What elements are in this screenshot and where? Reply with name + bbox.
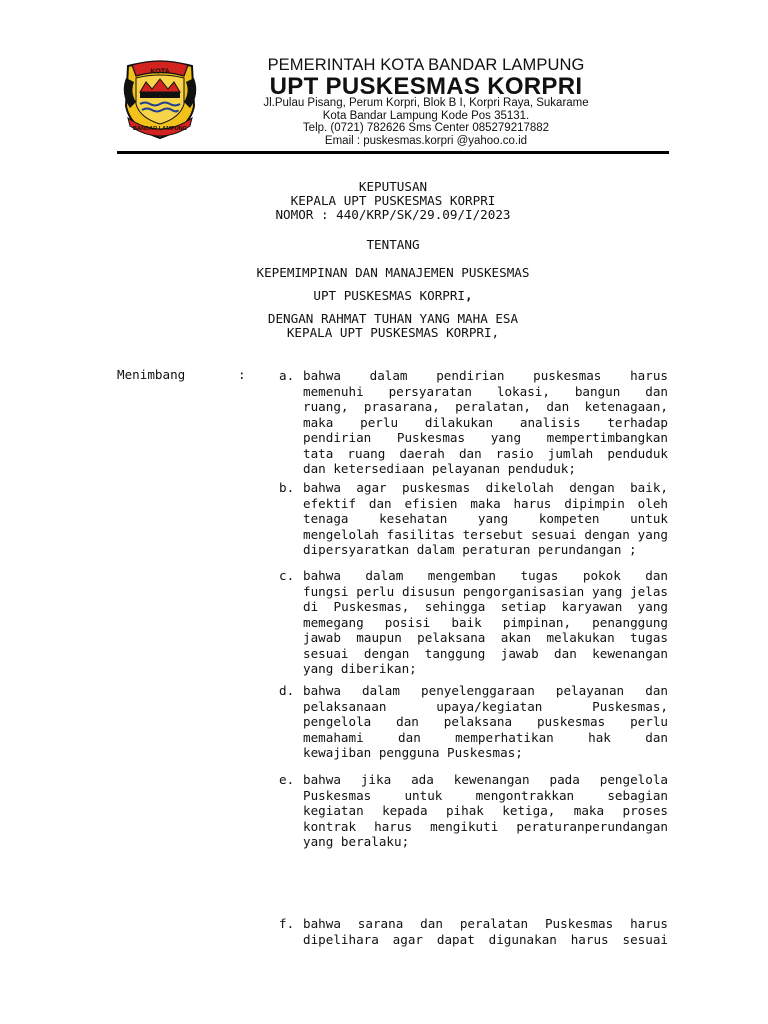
invocation-issuer: KEPALA UPT PUSKESMAS KORPRI, bbox=[286, 325, 500, 340]
address-line: Kota Bandar Lampung Kode Pos 35131. bbox=[322, 109, 530, 122]
decree-subject-unit bbox=[117, 289, 669, 303]
item-line: memegang posisi baik pimpinan, penanggung bbox=[303, 614, 668, 630]
item-line: yang diberikan; bbox=[303, 661, 417, 676]
invocation-block bbox=[117, 312, 669, 340]
item-line: dipersyaratkan dalam peraturan perundangan ; bbox=[303, 542, 637, 557]
item-line: maka perlu dilakukan analisis terhadap bbox=[303, 414, 668, 430]
item-line: yang beralaku; bbox=[303, 834, 410, 849]
item-line: pelaksanaan upaya/kegiatan Puskesmas, bbox=[303, 698, 668, 714]
item-line: Puskesmas untuk mengontrakkan sebagian bbox=[303, 787, 668, 803]
item-line: kontrak harus mengikuti peraturanperundangan bbox=[303, 818, 668, 834]
government-name: PEMERINTAH KOTA BANDAR LAMPUNG bbox=[267, 56, 585, 74]
item-line: dipelihara agar dapat digunakan harus sesuai bbox=[303, 931, 668, 947]
item-line: ruang, prasarana, peralatan, dan ketenagaan, bbox=[303, 399, 668, 414]
logo-bottom-text: BANDAR LAMPUNG bbox=[132, 126, 188, 132]
item-line: bahwa dalam mengemban tugas pokok dan bbox=[303, 568, 668, 583]
email-line: Email : puskesmas.korpri @yahoo.co.id bbox=[324, 134, 528, 147]
item-line: memahami dan memperhatikan hak dan bbox=[303, 729, 668, 745]
item-line: sesuai dengan tanggung jawab dan kewenangan bbox=[303, 645, 668, 661]
item-text bbox=[303, 916, 668, 947]
item-line: memenuhi persyaratan lokasi, bangun dan bbox=[303, 383, 668, 399]
phone-line: Telp. (0721) 782626 Sms Center 085279217882 bbox=[302, 122, 550, 134]
considering-colon: : bbox=[238, 367, 246, 382]
decree-subject: KEPEMIMPINAN DAN MANAJEMEN PUSKESMAS bbox=[256, 265, 530, 280]
item-line: tenaga kesehatan yang kompeten untuk bbox=[303, 511, 668, 526]
logo-top-text: KOTA bbox=[150, 68, 170, 76]
item-line: fungsi perlu disusun pengorganisasian yang jelas bbox=[303, 583, 668, 599]
item-text bbox=[303, 772, 668, 850]
item-marker: f. bbox=[279, 916, 295, 931]
item-text bbox=[303, 368, 668, 477]
item-line: bahwa dalam penyelenggaraan pelayanan dan bbox=[303, 683, 668, 698]
letterhead-divider bbox=[117, 151, 669, 154]
invocation-text: DENGAN RAHMAT TUHAN YANG MAHA ESA bbox=[267, 311, 519, 326]
item-marker: b. bbox=[279, 480, 295, 495]
decree-issuer: KEPALA UPT PUSKESMAS KORPRI bbox=[290, 193, 496, 208]
item-line: kegiatan kepada pihak ketiga, maka proses bbox=[303, 803, 668, 818]
subject-unit-comma: , bbox=[465, 288, 473, 303]
item-line: kewajiban pengguna Puskesmas; bbox=[303, 745, 523, 760]
item-line: bahwa dalam pendirian puskesmas harus bbox=[303, 368, 668, 383]
decree-header bbox=[117, 180, 669, 222]
institution-name: UPT PUSKESMAS KORPRI bbox=[269, 73, 583, 100]
decree-number: NOMOR : 440/KRP/SK/29.09/I/2023 bbox=[275, 207, 511, 222]
item-line: bahwa sarana dan peralatan Puskesmas harus bbox=[303, 916, 668, 931]
item-line: bahwa jika ada kewenangan pada pengelola bbox=[303, 772, 668, 787]
about-label: TENTANG bbox=[366, 237, 420, 252]
item-line: di Puskesmas, sehingga setiap karyawan yang bbox=[303, 599, 668, 614]
considering-label: Menimbang bbox=[117, 367, 186, 382]
item-line: mengelolah fasilitas tersebut sesuai dengan yang bbox=[303, 526, 668, 542]
item-line: pengelola dan pelaksana puskesmas perlu bbox=[303, 714, 668, 729]
item-line: jawab maupun pelaksana akan melakukan tugas bbox=[303, 630, 668, 645]
item-marker: c. bbox=[279, 568, 295, 583]
address-line: Jl.Pulau Pisang, Perum Korpri, Blok B I, Korpri Raya, Sukarame bbox=[263, 97, 589, 109]
city-emblem-logo bbox=[118, 56, 202, 140]
item-line: bahwa agar puskesmas dikelolah dengan baik, bbox=[303, 480, 668, 495]
item-line: tata ruang daerah dan rasio jumlah penduduk bbox=[303, 445, 668, 461]
item-line: pendirian Puskesmas yang mempertimbangkan bbox=[303, 430, 668, 445]
item-line: efektif dan efisien maka harus dipimpin oleh bbox=[303, 495, 668, 511]
item-text bbox=[303, 568, 668, 677]
letterhead-address bbox=[200, 97, 652, 147]
item-marker: e. bbox=[279, 772, 295, 787]
item-marker: d. bbox=[279, 683, 295, 698]
item-text bbox=[303, 683, 668, 761]
item-marker: a. bbox=[279, 368, 295, 383]
item-text bbox=[303, 480, 668, 558]
decree-title: KEPUTUSAN bbox=[358, 179, 428, 194]
subject-unit-text: UPT PUSKESMAS KORPRI bbox=[313, 288, 466, 303]
item-line: dan ketersediaan pelayanan penduduk; bbox=[303, 461, 576, 476]
